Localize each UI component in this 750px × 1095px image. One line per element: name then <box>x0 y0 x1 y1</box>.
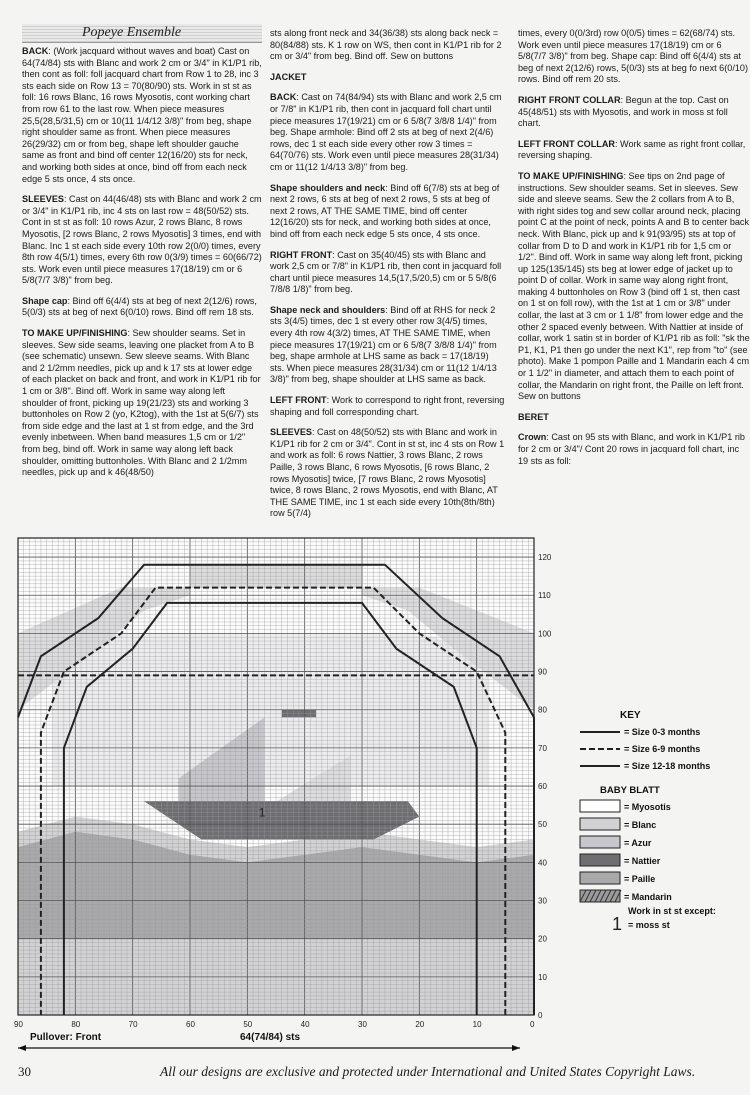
bottom-tick-label: 70 <box>128 1020 138 1029</box>
right-tick-label: 60 <box>538 782 547 792</box>
paragraph-heading: SLEEVES <box>270 427 312 438</box>
key-title: KEY <box>620 710 641 721</box>
size-legend-label: = Size 6-9 months <box>624 744 701 754</box>
paragraph-text: : Bind off 6(7/8) sts at beg of next 2 rows, 6 sts at beg of next 2 rows, 5 sts at beg of next 2 rows, AT THE SAME TIME, bind off center 12(16/20) sts for neck, and working both sides at once, bind off from each neck edge 5 sts once, 4 sts once. <box>270 182 500 239</box>
right-tick-label: 30 <box>538 896 547 906</box>
bottom-tick-label: 10 <box>472 1020 482 1029</box>
right-tick-label: 80 <box>538 705 547 715</box>
right-tick-label: 10 <box>538 972 547 982</box>
paragraph-heading: Shape cap <box>22 295 68 306</box>
paragraph-heading: Crown <box>518 432 547 443</box>
paragraph-text: : Cast on 95 sts with Blanc, and work in K1/P1 rib for 2 cm or 3/4"/ Cont 20 rows in jacquard foll chart, inc 19 sts as foll: <box>518 432 745 466</box>
bottom-tick-label: 50 <box>243 1020 253 1029</box>
paragraph-text: : Cast on 48(50/52) sts with Blanc and work in K1/P1 rib for 2 cm or 3/4". Cont in st st, inc 4 sts on Row 1 and work as foll: 6 rows Nattier, 3 rows Blanc, 2 rows Paille, 3 rows Blanc, 6 rows Myosotis, [6 rows Blanc, 2 rows Myosotis] twice, [7 rows Blanc, 2 rows Myosotis] twice, 8 rows Blanc, 2 rows Myosotis, end with Blanc, AT THE SAME TIME, inc 1 st each side every 10th(8th/8th) row 5(7/4) <box>270 427 505 519</box>
yarn-legend-label: = Paille <box>624 874 656 884</box>
yarn-swatch <box>580 836 620 848</box>
paragraph-text: times, every 0(0/3rd) row 0(0/5) times = 62(68/74) sts. Work even until piece measures 17(18/19) cm or 6 5/8(7/7 3/8)" from beg. Shape cap: Bind off 6(4/4) sts at beg of next 2(12/6) rows, 5(0/3) sts at beg fo next 6(0/10) rows. Bind off rem 20 sts. <box>518 28 748 85</box>
paragraph-text: : Cast on 35(40/45) sts with Blanc and work 2,5 cm or 7/8" in K1/P1 rib, then cont in jacquard foll chart until piece measures 14,5(17,5/20,5) cm or 5 5/8(6 7/8/8 1/8)" from beg. <box>270 249 502 295</box>
footer <box>0 1060 750 1090</box>
right-tick-label: 0 <box>538 1011 543 1020</box>
paragraph-heading: Shape neck and shoulders <box>270 304 386 315</box>
right-tick-label: 40 <box>538 858 547 868</box>
paragraph-heading: RIGHT FRONT COLLAR <box>518 94 621 105</box>
paragraph-heading: BACK <box>270 92 297 103</box>
page-title: Popeye Ensemble <box>82 25 182 40</box>
paragraph-text: : Bind off at RHS for neck 2 sts 3(4/5) times, dec 1 st every other row 3(4/5) times, every 4th row 4(3/2) times, AT THE SAME TIME, when piece measures 17(19/21) cm or 6 5/8(7 3/8/8 1/4)" from beg, shape armhole at LHS same as back = 17(18/19) sts. When piece measures 28(31/34) cm or 11(12 1/4/13 3/8)" from beg, shape shoulder at LHS same as back. <box>270 304 497 385</box>
paragraph-text: : Cast on 44(46/48) sts with Blanc and work 2 cm or 3/4" in K1/P1 rib, inc 4 sts on last row = 48(50/52) sts. Cont in st st as foll: 10 rows Azur, 2 rows Blanc, 8 rows Myosotis, [2 rows Blanc, 2 rows Myosotis] 3 times, end with Blanc. Inc 1 st each side every 10th row 2(0/0) times, every 8th row 4(5/1) times, every 6th row 0(3/9) times = 60(66/72) sts. Work even until piece measures 17(18/19) cm or 6 5/8(7/7 3/8)" from beg. <box>22 194 262 286</box>
paragraph-text: : Cast on 74(84/94) sts with Blanc and work 2,5 cm or 7/8" in K1/P1 rib, then cont in jacquard foll chart until piece measures 17(19/21) cm or 6 5/8(7 3/8/8 1/4)" from beg. Shape armhole: Bind off 2 sts at beg of next 2(4/6) rows, dec 1 st each side every other row 3 times = 64(70/76) sts. Work even until piece measures 28(31/34) cm or 11(12 1/4/13 3/8)" from beg. <box>270 92 502 172</box>
arrow-left <box>18 1045 26 1051</box>
right-tick-label: 70 <box>538 743 547 753</box>
yarn-legend-label: = Azur <box>624 838 652 848</box>
paragraph-heading: Shape shoulders and neck <box>270 182 386 193</box>
paragraph-text: : See tips on 2nd page of instructions. Sew shoulder seams. Set in sleeves. Sew side and sleeve seams. Sew the 2 collars from A to B, with right sides tog and sew collar around neck, placing point C at the point of neck, points A and B to center back neck. With Blanc, pick up and k 91(93/95) sts at top of collar from D to D and work in K1/P1 rib for 1,5 cm or 1/2". Bind off. Work in same way along left front, picking up 125(135/145) sts beg at lower edge of jacket up to point D of collar. Work in same way along right front, making 4 buttonholes on Row 3 (bind off 1 st, then cast on 1 st on foll row), with the 1st at 1 cm or 3/8" under collar, the last at 3 cm or 1 1/8" from lower edge and the other 2 spaced evenly between. With Nattier at inside of collar, work 1 satin st in border of K1/P1 rib as foll: "sk the P1, K1, P1 then go under the next K1", rep from "to" (see photo). Make 1 pompon Paille and 1 Mandarin each 4 cm or 1 1/2" in diameter, and attach them to each point of collar, the Mandarin on right front, the Paille on left front. Sew on buttons <box>518 170 750 402</box>
size-legend-label: = Size 12-18 months <box>624 761 711 771</box>
paragraph-heading: LEFT FRONT COLLAR <box>518 138 615 149</box>
bottom-tick-label: 60 <box>186 1020 195 1029</box>
moss-legend-text: Work in st st except: <box>628 906 716 916</box>
copyright-note: All our designs are exclusive and protected under International and United States Copyright Laws. <box>160 1064 696 1079</box>
moss-legend-symbol: 1 <box>612 914 623 934</box>
paragraph-text: sts along front neck and 34(36/38) sts along back neck = 80(84/88) sts. K 1 row on WS, then cont in K1/P1 rib for 2 cm or 3/4" from beg. Bind off. Sew on buttons <box>270 28 502 62</box>
chart-caption-left: Pullover: Front <box>30 1032 102 1043</box>
paragraph-heading: LEFT FRONT <box>270 395 327 406</box>
paragraph-text: : Bind off 6(4/4) sts at beg of next 2(12/6) rows, 5(0/3) sts at beg of next 6(0/10) rows. Bind off rem 18 sts. <box>22 295 257 318</box>
paragraph-heading: SLEEVES <box>22 194 64 205</box>
paragraph-text: : (Work jacquard without waves and boat) Cast on 64(74/84) sts with Blanc and work 2 cm or 3/4" in K1/P1 rib, then cont as foll: foll jacquard chart from Row 1 to 28, inc 3 sts each side on Row 13 = 70(80/90) sts. Work in st st as foll: 16 rows Blanc, 16 rows Myosotis, cont working chart from row 61 to the last row. When piece measures 25,5(28,5/31,5) cm or 10(11 1/4/12 3/8)" from beg, shape right shoulder same as front. When piece measures 26(29/32) cm or from beg, shape left shoulder gauche same as front and bind off center 12(16/20) sts for neck, and working both sides at once, bind off from each neck edge 5 sts once, 4 sts once. <box>22 46 262 184</box>
right-tick-label: 110 <box>538 591 551 601</box>
yarn-swatch <box>580 854 620 866</box>
paragraph-text: : Begun at the top. Cast on 45(48/51) sts with Myosotis, and work in moss st foll chart. <box>518 94 729 129</box>
paragraph-heading: TO MAKE UP/FINISHING <box>22 328 128 339</box>
yarn-legend-title: BABY BLATT <box>600 785 660 796</box>
right-tick-label: 50 <box>538 820 547 830</box>
paragraph-text: : Work to correspond to right front, reversing shaping and foll corresponding chart. <box>270 395 505 417</box>
size-legend-label: = Size 0-3 months <box>624 727 701 737</box>
yarn-swatch <box>580 800 620 812</box>
paragraph-text: : Work same as right front collar, reversing shaping. <box>518 138 746 161</box>
paragraph-heading: BERET <box>518 411 549 422</box>
right-tick-label: 20 <box>538 934 547 944</box>
yarn-legend-label: = Blanc <box>624 820 657 830</box>
arrow-right <box>512 1045 520 1051</box>
bottom-tick-label: 30 <box>358 1020 367 1029</box>
paragraph-text: : Sew shoulder seams. Set in sleeves. Sew side seams, leaving one placket from A to B (see schematic) unsewn. Sew sleeve seams. With Blanc and 2 1/2mm needles, pick up and k 17 sts at lower edge of each placket on back and front, and work in K1/P1 rib for 1 cm or 3/8". Bind off. Work in same way along left shoulder of front, picking up 19(21/23) sts and working 3 buttonholes on Row 2 (yo, K2tog), with the 1st at 5(6/7) sts from side edge and the last at 1 st from edge, and the 3rd evenly inbetween. When band measures 1,5 cm or 1/2" from beg, bind off. Work in same way along left back shoulder, omitting buttonholes. With Blanc and 2 1/2mm needles, pick up and k 46(48/50) <box>22 328 261 478</box>
paragraph-heading: JACKET <box>270 71 307 82</box>
moss-symbol: 1 <box>258 805 266 820</box>
paragraph-heading: BACK <box>22 46 49 56</box>
bottom-tick-label: 90 <box>14 1020 23 1029</box>
yarn-legend-label: = Nattier <box>624 856 661 866</box>
yarn-swatch <box>580 818 620 830</box>
bottom-tick-label: 40 <box>300 1020 310 1029</box>
bottom-tick-label: 80 <box>71 1020 81 1029</box>
yarn-legend-label: = Myosotis <box>624 802 671 812</box>
right-tick-label: 90 <box>538 667 547 677</box>
page-number: 30 <box>18 1064 31 1079</box>
yarn-swatch <box>580 872 620 884</box>
right-tick-label: 100 <box>538 629 552 639</box>
yarn-legend-label: = Mandarin <box>624 892 672 902</box>
bottom-tick-label: 20 <box>415 1020 425 1029</box>
bottom-tick-label: 0 <box>530 1020 535 1029</box>
right-tick-label: 120 <box>538 553 552 563</box>
paragraph-heading: TO MAKE UP/FINISHING <box>518 170 624 181</box>
paragraph-heading: RIGHT FRONT <box>270 249 333 260</box>
moss-legend-label: = moss st <box>628 920 670 930</box>
chart-caption-center: 64(74/84) sts <box>240 1032 301 1043</box>
